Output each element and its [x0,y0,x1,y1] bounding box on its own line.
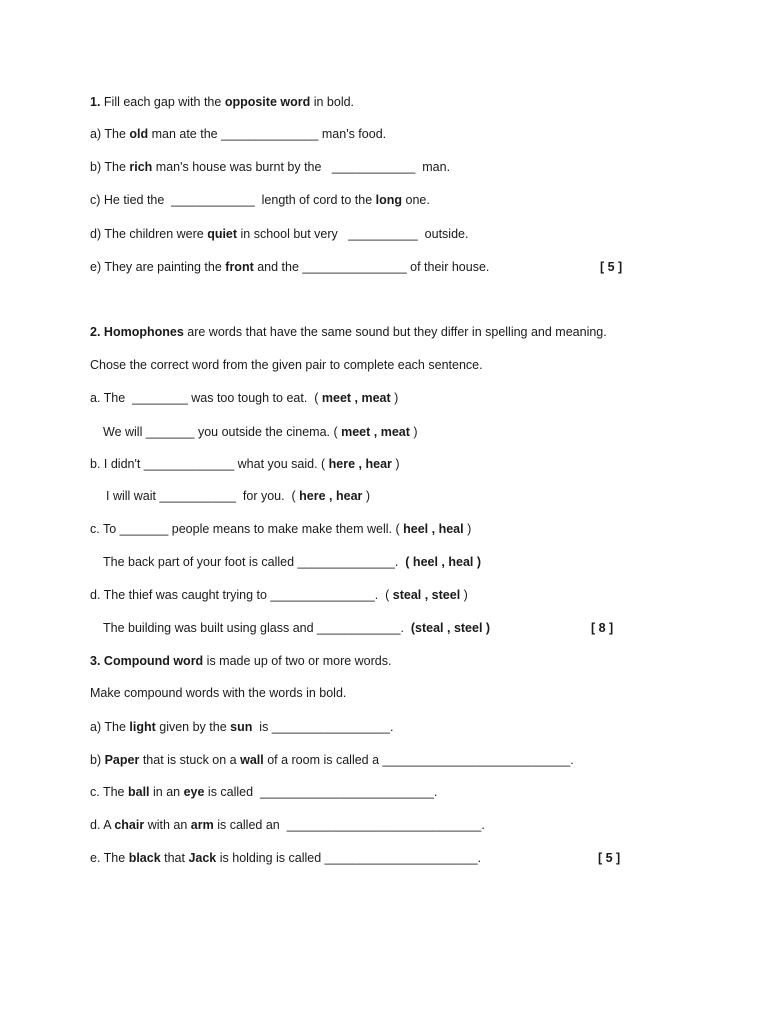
section1-item-c: c) He tied the ____________ length of cord to the long one. [90,193,430,207]
section3-item-d: d. A chair with an arm is called an ____________________________. [90,818,485,832]
section2-marks: [ 8 ] [591,621,614,635]
section1-heading: 1. Fill each gap with the opposite word in bold. [90,95,355,109]
section2-item-a1: a. The ________ was too tough to eat. ( meet , meat ) [90,391,399,405]
section2-number: 2. [90,325,101,339]
section3-item-a: a) The light given by the sun is _________________. [90,720,394,734]
section1-item-e: e) They are painting the front and the _______________ of their house. [90,260,490,274]
section3-item-c: c. The ball in an eye is called _________________________. [90,785,438,799]
section2-heading: 2. Homophones are words that have the same sound but they differ in spelling and meaning. [90,325,607,339]
section2-instruction: Chose the correct word from the given pair to complete each sentence. [90,358,483,372]
section2-item-a2: We will _______ you outside the cinema. ( meet , meat ) [103,425,418,439]
section1-marks: [ 5 ] [600,260,623,274]
section1-item-a: a) The old man ate the ______________ man's food. [90,127,387,141]
section3-heading: 3. Compound word is made up of two or more words. [90,654,392,668]
section2-item-b1: b. I didn't _____________ what you said. ( here , hear ) [90,457,400,471]
section1-number: 1. [90,95,101,109]
section2-item-c2: The back part of your foot is called ______________. ( heel , heal ) [103,555,482,569]
section2-item-b2: I will wait ___________ for you. ( here , hear ) [106,489,371,503]
section1-item-b: b) The rich man's house was burnt by the ____________ man. [90,160,451,174]
section3-item-b: b) Paper that is stuck on a wall of a room is called a ___________________________. [90,753,574,767]
section2-item-d2: The building was built using glass and ____________. (steal , steel ) [103,621,491,635]
section3-marks: [ 5 ] [598,851,621,865]
section3-instruction: Make compound words with the words in bold. [90,686,347,700]
section3-number: 3. [90,654,101,668]
section3-item-e: e. The black that Jack is holding is called ______________________. [90,851,482,865]
section2-item-d1: d. The thief was caught trying to _______________. ( steal , steel ) [90,588,468,602]
section1-item-d: d) The children were quiet in school but very __________ outside. [90,227,469,241]
section2-item-c1: c. To _______ people means to make make them well. ( heel , heal ) [90,522,472,536]
